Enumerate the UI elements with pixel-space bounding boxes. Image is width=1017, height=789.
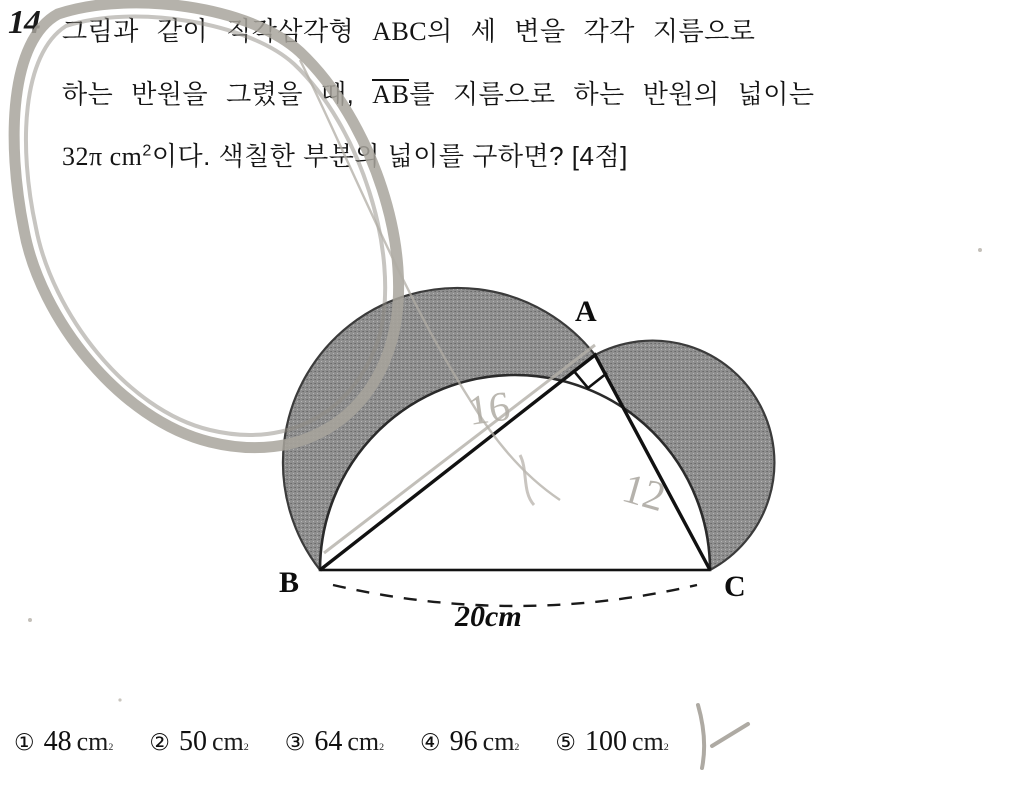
question-line-3: [62, 125, 1002, 188]
choice-5-unit: cm: [632, 727, 664, 756]
choice-5-marker: ⑤: [555, 730, 576, 756]
choice-3-value: 64: [314, 726, 343, 757]
speck-1: [28, 618, 32, 622]
geometry-figure: [255, 275, 815, 665]
choice-3[interactable]: ③ 64 cm 2: [284, 726, 385, 757]
choice-1[interactable]: ① 48 cm 2: [14, 726, 114, 757]
vertex-label-a: A: [575, 295, 597, 328]
vertex-label-c: C: [724, 570, 746, 603]
q1-abc: ABC: [372, 17, 428, 46]
area-value: 32π cm: [62, 142, 143, 171]
segment-ab-overline: AB: [372, 80, 410, 109]
q2-s4: 때,: [320, 79, 355, 109]
question-text: [62, 0, 1002, 188]
choice-4-marker: ④: [420, 730, 441, 756]
speck-3: [118, 698, 121, 701]
q1-s8: 지름으로: [652, 16, 756, 46]
choice-3-unit: cm: [347, 727, 380, 756]
choice-2-value: 50: [178, 726, 207, 757]
question-number: 14: [8, 4, 40, 41]
q3-rest: 이다. 색칠한 부분의 넓이를 구하면? [4점]: [151, 141, 628, 171]
question-line-1: [62, 0, 1002, 63]
q2-s5: 를: [409, 79, 436, 109]
q1-s3: 직각삼각형: [226, 16, 355, 46]
choice-5-value: 100: [585, 726, 627, 757]
vertex-label-b: B: [279, 566, 300, 599]
q2-s1: 하는: [62, 79, 114, 109]
q2-s8: 반원의: [642, 79, 720, 109]
choice-2-unit: cm: [211, 727, 244, 756]
handwriting-12: 12: [617, 465, 671, 522]
choice-4[interactable]: ④ 96 cm 2: [420, 726, 520, 757]
q1-s1: 그림과: [62, 16, 139, 46]
choice-3-marker: ③: [284, 730, 306, 756]
answer-choices: [14, 726, 1014, 758]
q1-s5: 세: [470, 16, 497, 46]
q1-s2: 같이: [156, 16, 209, 46]
q2-s9: 넓이는: [737, 79, 815, 109]
choice-4-unit: cm: [482, 727, 515, 756]
q1-s6: 변을: [514, 16, 566, 46]
choice-5[interactable]: ⑤ 100 cm 2: [555, 726, 669, 757]
q2-s7: 하는: [573, 79, 625, 109]
q1-s4: 의: [427, 16, 453, 46]
base-length-label: 20cm: [455, 600, 522, 633]
choice-1-value: 48: [43, 726, 72, 757]
question-line-2: [62, 63, 1002, 125]
choice-2[interactable]: ② 50 cm 2: [149, 726, 249, 757]
handwriting-16: 16: [464, 383, 513, 435]
choice-1-marker: ①: [14, 730, 35, 756]
choice-2-marker: ②: [149, 730, 170, 756]
speck-2: [978, 248, 982, 252]
q2-s2: 반원을: [131, 79, 209, 109]
q2-s3: 그렸을: [226, 79, 303, 109]
q1-s7: 각각: [583, 16, 635, 46]
q2-s6: 지름으로: [453, 79, 556, 109]
area-exponent: 2: [142, 141, 152, 160]
choice-1-unit: cm: [76, 727, 109, 756]
choice-4-value: 96: [449, 726, 478, 757]
